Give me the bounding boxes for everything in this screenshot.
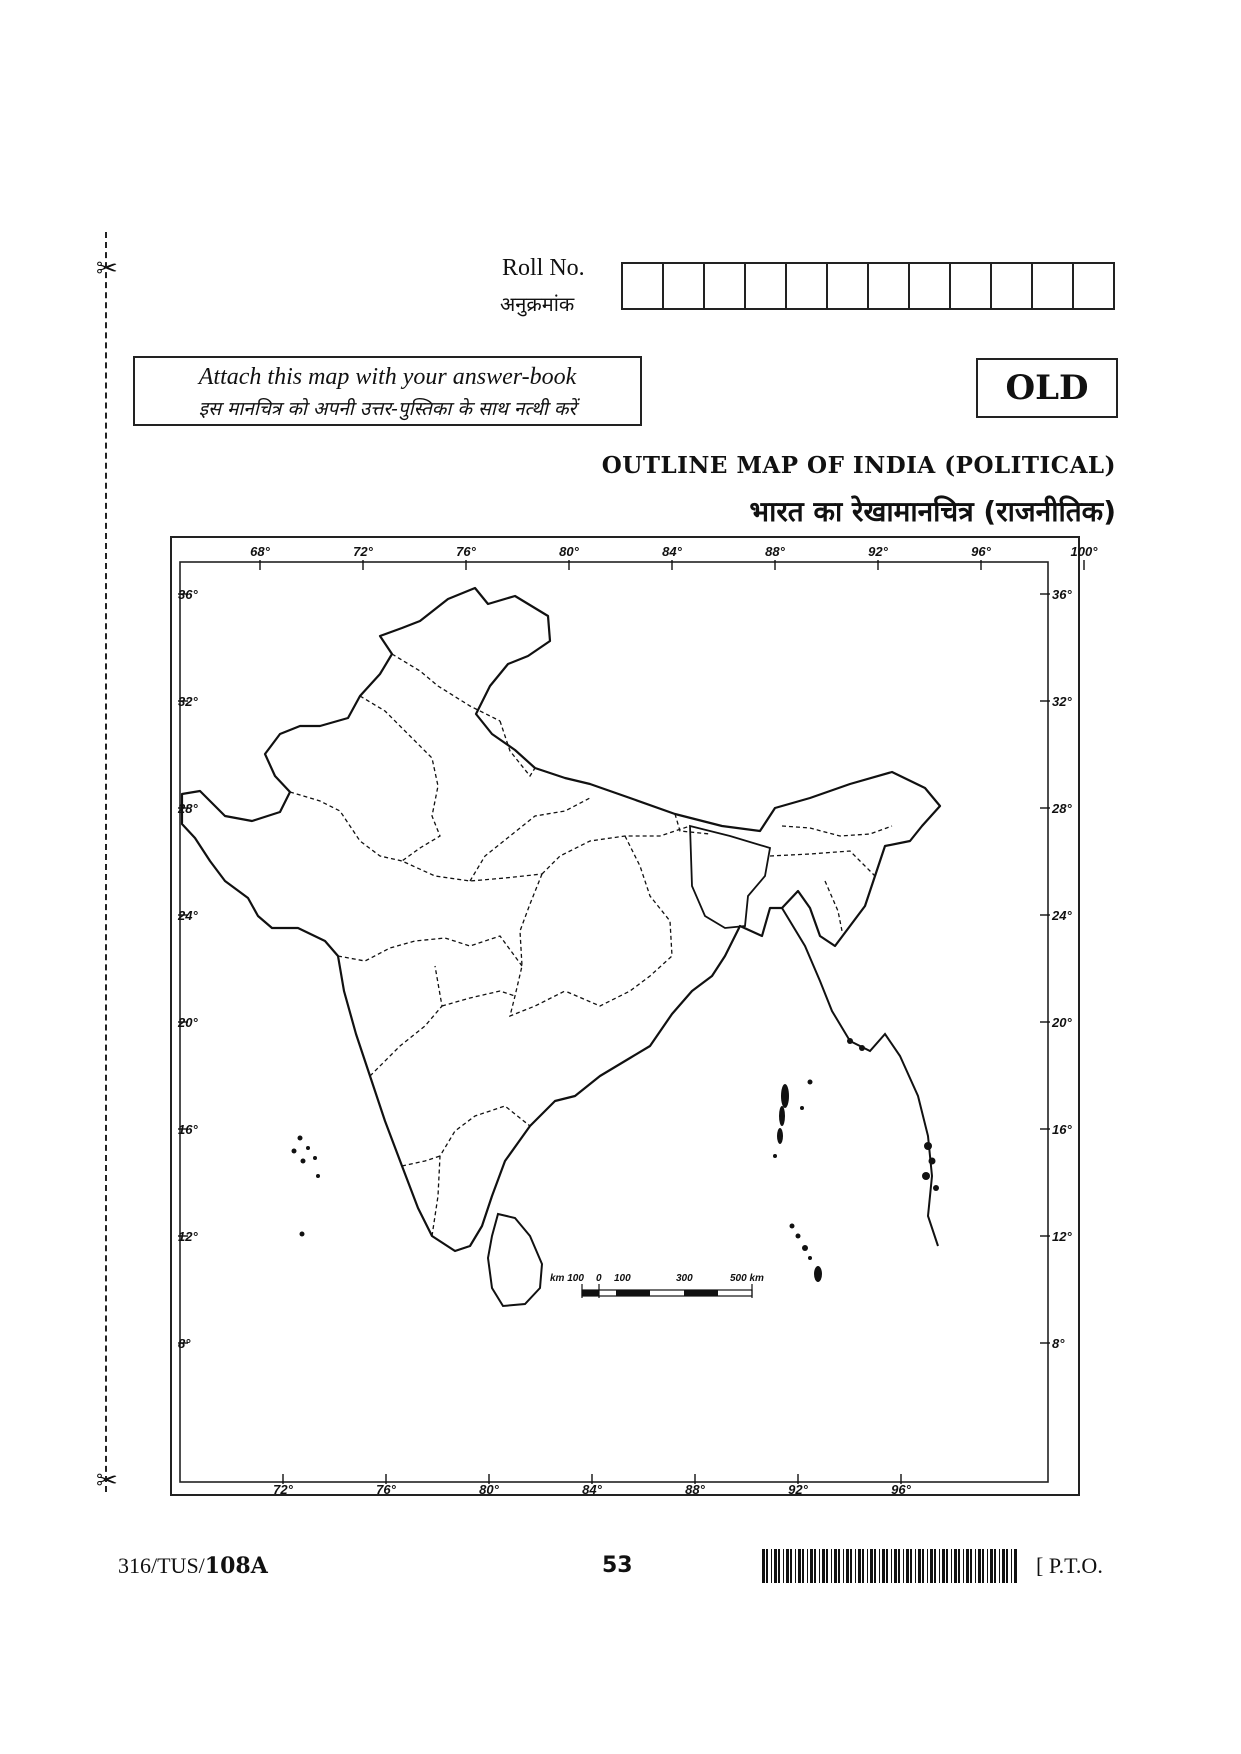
scissors-icon: ✂ bbox=[96, 254, 118, 284]
longitude-label-bottom: 96° bbox=[891, 1482, 911, 1497]
paper-code bbox=[118, 1553, 268, 1579]
myanmar-coast-islands bbox=[847, 1038, 939, 1191]
longitude-label-bottom: 76° bbox=[376, 1482, 396, 1497]
latitude-label-right: 24° bbox=[1052, 908, 1072, 923]
roll-number-box[interactable] bbox=[951, 264, 992, 308]
roll-number-box[interactable] bbox=[992, 264, 1033, 308]
longitude-label-top: 92° bbox=[868, 544, 888, 559]
latitude-label-left: 8° bbox=[178, 1336, 191, 1351]
longitude-label-top: 72° bbox=[353, 544, 373, 559]
scale-label: km 100 bbox=[550, 1273, 584, 1284]
india-outline-map bbox=[170, 536, 1098, 1498]
map-title-hindi: भारत का रेखामानचित्र (राजनीतिक) bbox=[749, 495, 1116, 528]
page-number: 53 bbox=[602, 1553, 633, 1578]
graticule-ticks bbox=[178, 560, 1084, 1484]
paper-code-suffix: 108A bbox=[204, 1553, 268, 1579]
latitude-label-left: 12° bbox=[178, 1229, 198, 1244]
graticule-labels bbox=[177, 544, 1098, 1497]
latitude-label-left: 28° bbox=[178, 801, 198, 816]
longitude-label-top: 100° bbox=[1070, 544, 1098, 559]
latitude-label-left: 16° bbox=[178, 1122, 198, 1137]
map-outer-frame bbox=[171, 537, 1079, 1495]
roll-number-box[interactable] bbox=[1033, 264, 1074, 308]
roll-number-box[interactable] bbox=[787, 264, 828, 308]
longitude-label-bottom: 84° bbox=[582, 1482, 602, 1497]
latitude-label-left: 36° bbox=[178, 587, 198, 602]
longitude-label-bottom: 72° bbox=[273, 1482, 293, 1497]
roll-number-box[interactable] bbox=[828, 264, 869, 308]
longitude-label-top: 84° bbox=[662, 544, 682, 559]
map-title-english: OUTLINE MAP OF INDIA (POLITICAL) bbox=[601, 452, 1116, 479]
latitude-label-right: 16° bbox=[1052, 1122, 1072, 1137]
roll-number-label-hindi: अनुक्रमांक bbox=[500, 292, 575, 316]
roll-number-label: Roll No. bbox=[502, 255, 585, 281]
longitude-label-bottom: 88° bbox=[685, 1482, 705, 1497]
barcode bbox=[762, 1549, 1020, 1583]
latitude-label-right: 36° bbox=[1052, 587, 1072, 602]
roll-number-box[interactable] bbox=[869, 264, 910, 308]
attach-instruction-hindi: इस मानचित्र को अपनी उत्तर-पुस्तिका के साथ नत्थी करें bbox=[198, 398, 577, 420]
longitude-label-bottom: 92° bbox=[788, 1482, 808, 1497]
scale-label: 0 bbox=[596, 1273, 602, 1284]
attach-instruction-english: Attach this map with your answer-book bbox=[198, 364, 577, 390]
scale-label: 500 km bbox=[730, 1273, 764, 1284]
sri-lanka-outline bbox=[488, 1214, 542, 1306]
longitude-label-top: 80° bbox=[559, 544, 579, 559]
lakshadweep-islands bbox=[292, 1136, 321, 1237]
longitude-label-top: 96° bbox=[971, 544, 991, 559]
myanmar-coast bbox=[782, 908, 938, 1246]
roll-number-box[interactable] bbox=[623, 264, 664, 308]
scissors-icon: ✂ bbox=[96, 1466, 118, 1496]
latitude-label-left: 20° bbox=[178, 1015, 198, 1030]
roll-number-box[interactable] bbox=[1074, 264, 1113, 308]
andaman-nicobar-islands bbox=[773, 1080, 822, 1283]
cut-line bbox=[105, 232, 107, 1492]
scale-bar bbox=[550, 1273, 764, 1298]
longitude-label-top: 88° bbox=[765, 544, 785, 559]
latitude-label-right: 32° bbox=[1052, 694, 1072, 709]
old-badge: OLD bbox=[976, 358, 1118, 418]
latitude-label-right: 28° bbox=[1052, 801, 1072, 816]
state-borders bbox=[290, 654, 892, 1236]
scale-label: 300 bbox=[676, 1273, 693, 1284]
latitude-label-right: 20° bbox=[1052, 1015, 1072, 1030]
map-inner-frame bbox=[180, 562, 1048, 1482]
longitude-label-bottom: 80° bbox=[479, 1482, 499, 1497]
scale-label: 100 bbox=[614, 1273, 631, 1284]
latitude-label-right: 12° bbox=[1052, 1229, 1072, 1244]
paper-code-prefix: 316/TUS/ bbox=[118, 1553, 205, 1578]
longitude-label-top: 68° bbox=[250, 544, 270, 559]
roll-number-box[interactable] bbox=[664, 264, 705, 308]
bangladesh-outline bbox=[690, 826, 770, 928]
roll-number-box[interactable] bbox=[746, 264, 787, 308]
latitude-label-left: 32° bbox=[178, 694, 198, 709]
latitude-label-left: 24° bbox=[178, 908, 198, 923]
latitude-label-right: 8° bbox=[1052, 1336, 1065, 1351]
pto-label: [ P.T.O. bbox=[1036, 1553, 1103, 1578]
roll-number-box[interactable] bbox=[910, 264, 951, 308]
roll-number-boxes[interactable] bbox=[621, 262, 1115, 310]
roll-number-box[interactable] bbox=[705, 264, 746, 308]
longitude-label-top: 76° bbox=[456, 544, 476, 559]
attach-instruction-box bbox=[133, 356, 642, 426]
